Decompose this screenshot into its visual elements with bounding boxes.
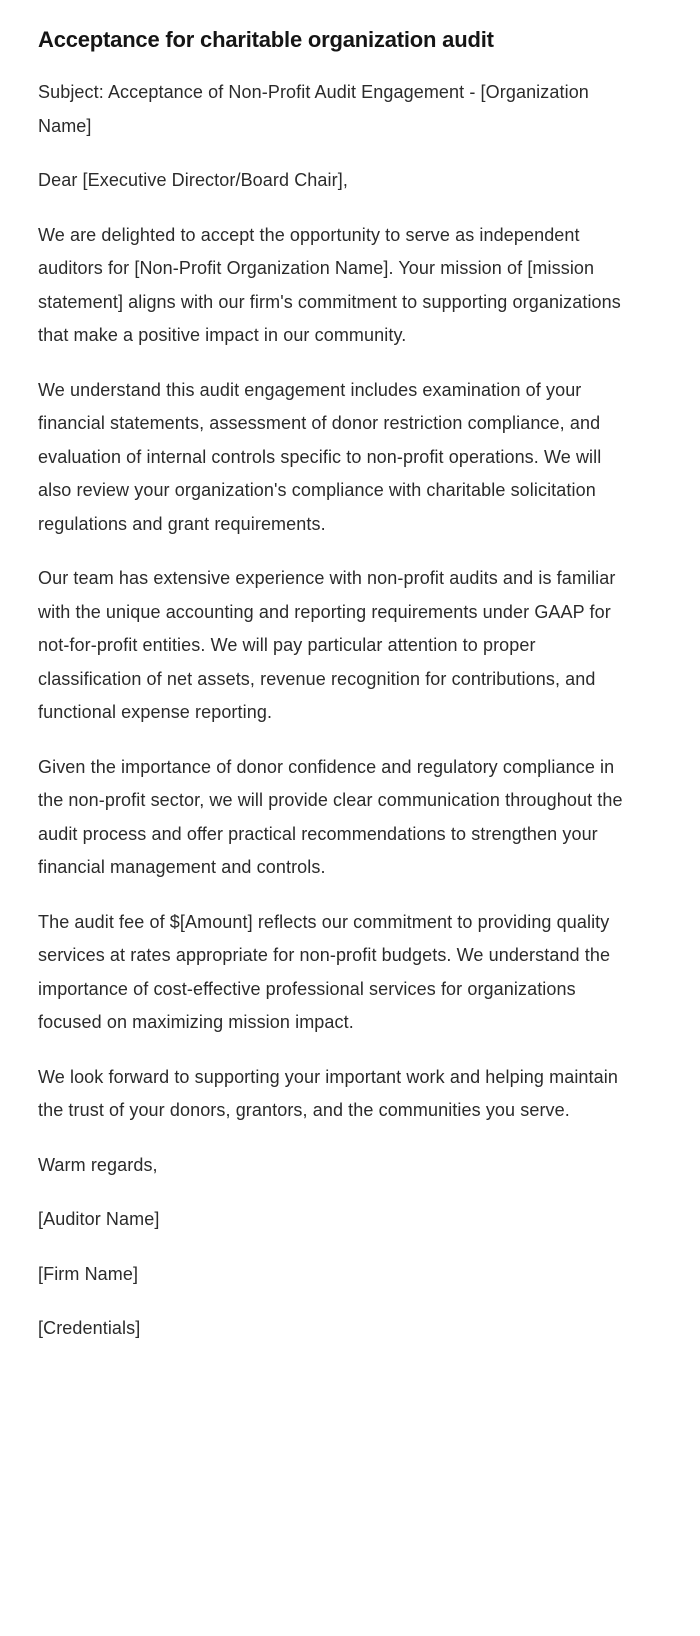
body-paragraph: The audit fee of $[Amount] reflects our commitment to providing quality services at rates appropriate for non-profit budgets. We understand the importance of cost-effective professional services for organizations focused on maximizing mission impact. — [38, 911, 611, 1032]
body-paragraph: We look forward to supporting your important work and helping maintain the trust of your donors, grantors, and the communities you serve. — [38, 1066, 618, 1120]
signature-credentials: [Credentials] — [38, 1318, 141, 1338]
signature-firm-name: [Firm Name] — [38, 1263, 139, 1284]
subject-line: Subject: Acceptance of Non-Profit Audit Engagement - [Organization Name] — [38, 82, 589, 136]
salutation: Dear [Executive Director/Board Chair], — [38, 170, 348, 190]
body-paragraph: Our team has extensive experience with non-profit audits and is familiar with the unique accounting and reporting requirements under GAAP for not-for-profit entities. We will pay particular attention to proper classification of net assets, revenue recognition for contributions, and functional expense reporting. — [38, 568, 616, 722]
body-paragraph: Given the importance of donor confidence and regulatory compliance in the non-profit sector, we will provide clear communication throughout the audit process and offer practical recommendations to strengthen your financial management and controls. — [38, 756, 623, 877]
letter-body — [38, 0, 630, 1346]
body-paragraph: We understand this audit engagement includes examination of your financial statements, assessment of donor restriction compliance, and evaluation of internal controls specific to non-profit operations. We will also review your organization's compliance with charitable solicitation regulations and grant requirements. — [38, 379, 602, 534]
closing: Warm regards, — [38, 1154, 158, 1175]
body-paragraph: We are delighted to accept the opportunity to serve as independent auditors for [Non-Profit Organization Name]. Your mission of [mission statement] aligns with our firm's commitment to supporting organizations that make a positive impact in our community. — [38, 224, 621, 345]
signature-auditor-name: [Auditor Name] — [38, 1209, 160, 1229]
page-title: Acceptance for charitable organization audit — [38, 27, 494, 52]
